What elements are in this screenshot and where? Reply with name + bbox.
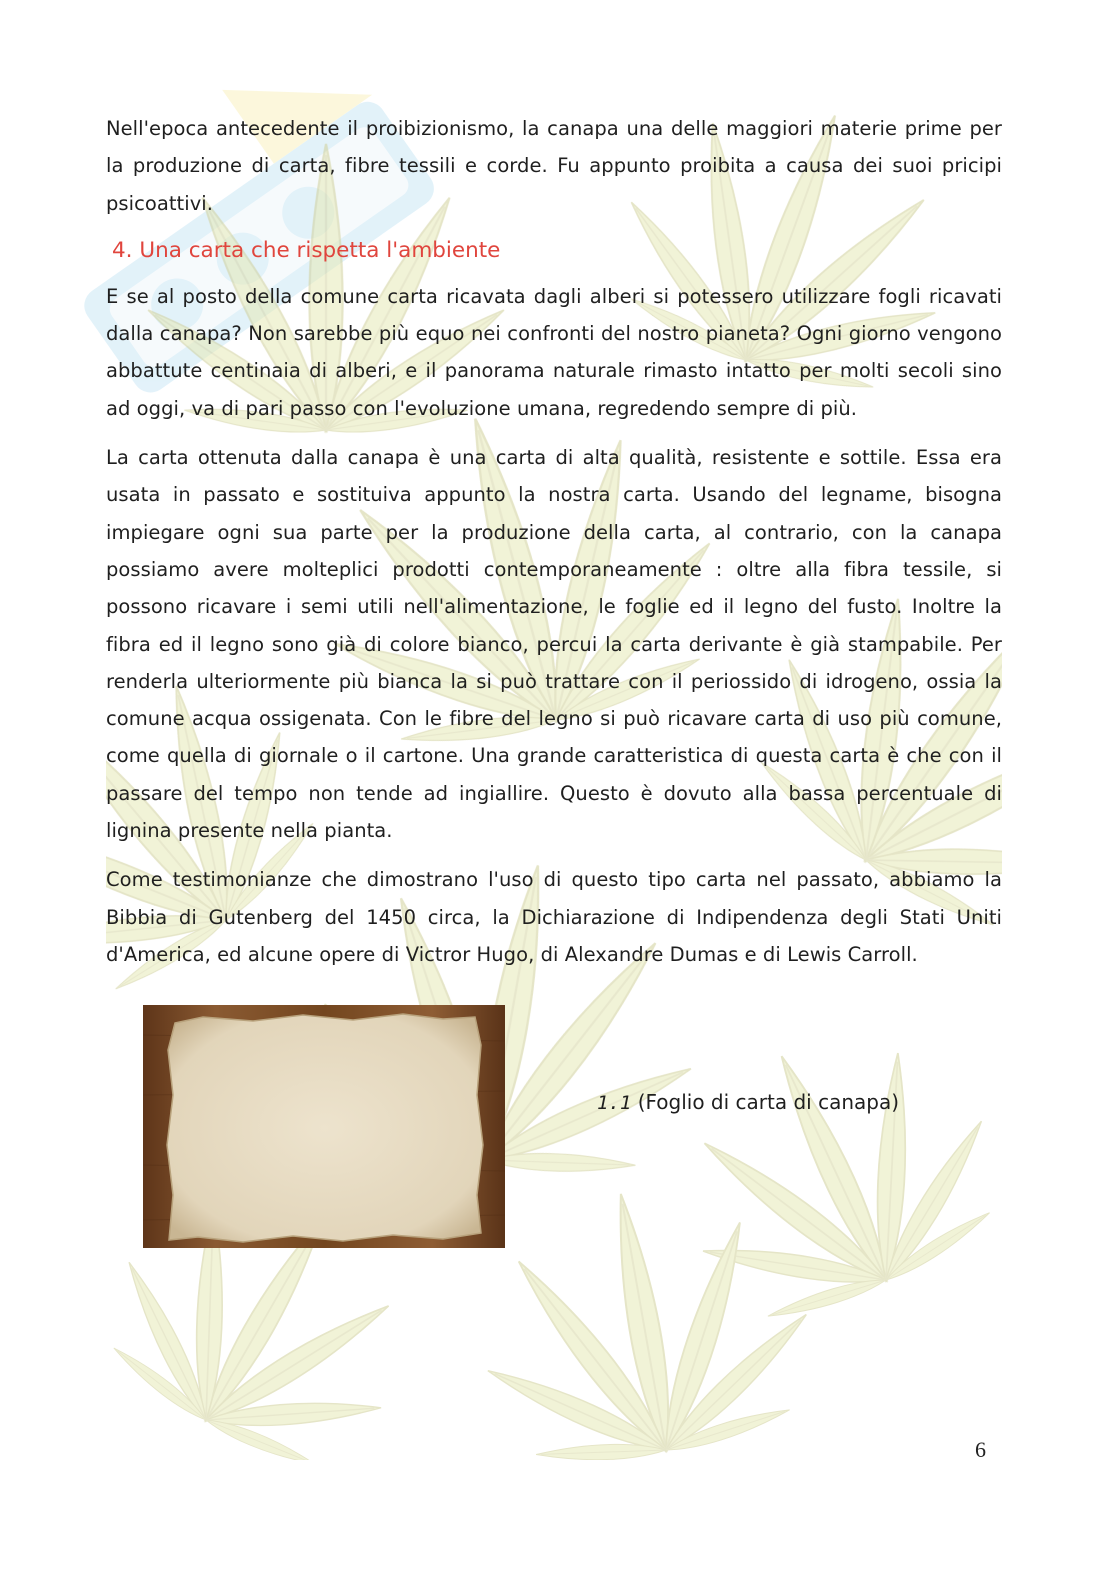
intro-paragraph: Nell'epoca antecedente il proibizionismo, la canapa una delle maggiori materie prime per la produzione di carta, fibre tessili e corde. Fu appunto proibita a causa dei suoi pricipi psicoattivi. (106, 117, 1002, 215)
figure-caption (597, 1090, 899, 1114)
paragraph-environment: E se al posto della comune carta ricavata dagli alberi si potessero utilizzare fogli ricavati dalla canapa? Non sarebbe più equo nei confronti del nostro pianeta? Ogni giorno vengono abbattute centinaia di alberi, e il panorama naturale rimasto intatto per molti secoli sino ad oggi, va di pari passo con l'evoluzione umana, regredendo sempre di più. (106, 284, 1002, 420)
paragraph-paper-quality: La carta ottenuta dalla canapa è una carta di alta qualità, resistente e sottile. Essa era usata in passato e sostituiva appunto la nostra carta. Usando del legname, bisogna impiegare ogni sua parte per la produzione della carta, al contrario, con la canapa possiamo avere molteplici prodotti contemporaneamente : oltre alla fibra tessile, si possono ricavare i semi utili nell'alimentazione, le foglie ed il legno del fusto. Inoltre la fibra ed il legno sono già di colore bianco, percui la carta derivante è già stampabile. Per renderla ulteriormente più bianca la si può trattare con il periossido di idrogeno, ossia la comune acqua ossigenata. Con le fibre del legno si può ricavare carta di uso più comune, come quella di giornale o il cartone. Una grande caratteristica di questa carta è che con il passare del tempo non tende ad ingiallire. Questo è dovuto alla bassa percentuale di lignina presente nella pianta. (106, 446, 1002, 843)
paragraph-historical-testimony: Come testimonianze che dimostrano l'uso di questo tipo carta nel passato, abbiamo la Bibbia di Gutenberg del 1450 circa, la Dichiarazione di Indipendenza degli Stati Uniti d'America, ed alcune opere di Victror Hugo, di Alexandre Dumas e di Lewis Carroll. (106, 868, 1002, 966)
page-number: 6 (975, 1437, 986, 1462)
figure-number: 1.1 (597, 1092, 632, 1114)
section-heading: 4. Una carta che rispetta l'ambiente (112, 237, 501, 263)
hemp-paper-photo (143, 1005, 505, 1248)
main-content (106, 110, 1002, 985)
figure-caption-text: (Foglio di carta di canapa) (637, 1090, 900, 1114)
